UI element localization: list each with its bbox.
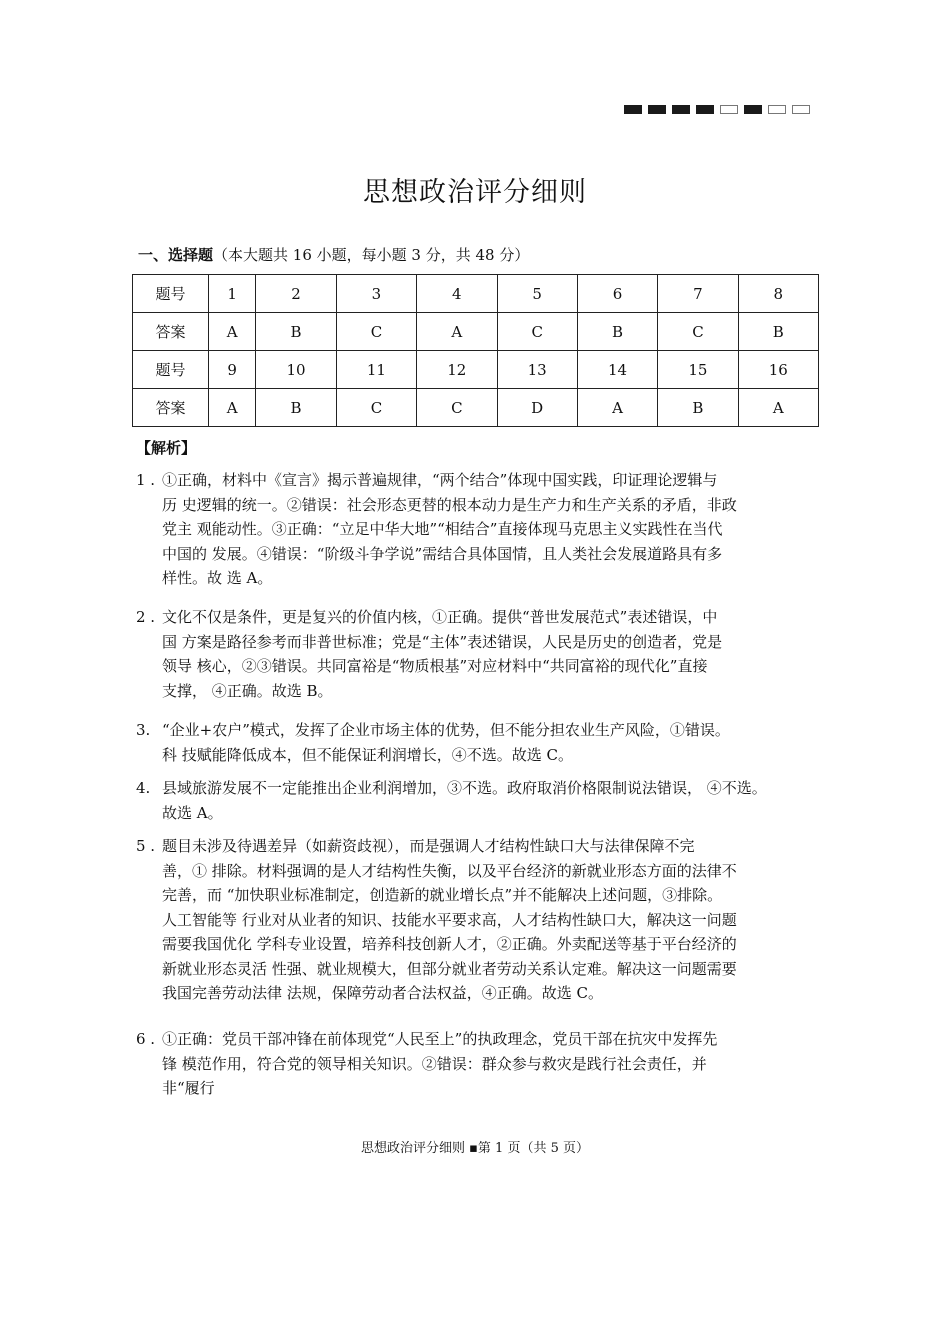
analysis-item-number: 5 . (136, 837, 156, 855)
analysis-line: 非“履行 (162, 1079, 215, 1097)
analysis-line: “企业+农户”模式，发挥了企业市场主体的优势，但不能分担农业生产风险，①错误。 (162, 721, 730, 739)
analysis-line: 人工智能等 行业对从业者的知识、技能水平要求高，人才结构性缺口大，解决这一问题 (162, 910, 737, 929)
table-cell: B (256, 389, 336, 427)
analysis-item-body (162, 1027, 816, 1101)
header-mark (792, 105, 810, 114)
analysis-line: 善，① 排除。材料强调的是人才结构性失衡，以及平台经济的新就业形态方面的法律不 (162, 861, 737, 880)
table-cell: 9 (209, 351, 256, 389)
analysis-item-number: 3. (136, 721, 151, 739)
table-row (133, 351, 819, 389)
table-row (133, 313, 819, 351)
analysis-line: 支撑， ④正确。故选 B。 (162, 681, 333, 700)
header-mark (696, 105, 714, 114)
header-mark (648, 105, 666, 114)
analysis-line: 需要我国优化 学科专业设置，培养科技创新人才，②正确。外卖配送等基于平台经济的 (162, 935, 737, 953)
header-mark (672, 105, 690, 114)
analysis-line: 完善，而 “加快职业标准制定，创造新的就业增长点”并不能解决上述问题，③排除。 (162, 886, 723, 904)
page-footer: 思想政治评分细则 ▪第 1 页（共 5 页） (360, 1141, 589, 1156)
table-cell: 7 (658, 275, 738, 313)
table-row-header: 题号 (133, 275, 209, 313)
section-heading (138, 244, 529, 265)
analysis-item (136, 1027, 816, 1101)
analysis-line: 国 方案是路径参考而非普世标准；党是“主体”表述错误，人民是历史的创造者，党是 (162, 632, 723, 651)
table-cell: 15 (658, 351, 738, 389)
section-heading-label: 一、选择题 (138, 246, 214, 264)
analysis-title: 【解析】 (136, 439, 197, 457)
table-row (133, 275, 819, 313)
analysis-line: 文化不仅是条件，更是复兴的价值内核，①正确。提供“普世发展范式”表述错误，中 (162, 608, 718, 626)
table-cell: 12 (417, 351, 497, 389)
analysis-item-body (162, 718, 816, 767)
table-cell: C (417, 389, 497, 427)
table-cell: C (497, 313, 577, 351)
table-cell: 5 (497, 275, 577, 313)
analysis-item-number: 4. (136, 779, 151, 797)
analysis-line: 锋 模范作用，符合党的领导相关知识。②错误：群众参与救灾是践行社会责任，并 (162, 1054, 707, 1073)
table-cell: 14 (577, 351, 657, 389)
table-row (133, 389, 819, 427)
header-marks (624, 105, 810, 114)
table-cell: B (658, 389, 738, 427)
analysis-item-number: 2 . (136, 608, 156, 626)
table-cell: 16 (738, 351, 818, 389)
table-cell: 6 (577, 275, 657, 313)
analysis-line: 党主 观能动性。③正确：“立足中华大地”“相结合”直接体现马克思主义实践性在当代 (162, 520, 723, 538)
table-cell: A (577, 389, 657, 427)
table-cell: 8 (738, 275, 818, 313)
table-cell: B (256, 313, 336, 351)
analysis-item-body (162, 776, 816, 825)
analysis-item (136, 718, 816, 767)
analysis-line: ①正确：党员干部冲锋在前体现党“人民至上”的执政理念，党员干部在抗灾中发挥先 (162, 1030, 718, 1048)
table-cell: 10 (256, 351, 336, 389)
table-cell: B (577, 313, 657, 351)
section-heading-note: （本大题共 16 小题，每小题 3 分，共 48 分） (213, 246, 530, 264)
analysis-item-number: 1 . (136, 471, 156, 489)
analysis-item-body (162, 605, 816, 703)
table-cell: A (209, 389, 256, 427)
analysis-line: 县域旅游发展不一定能推出企业利润增加，③不选。政府取消价格限制说法错误， ④不选。 (162, 779, 767, 797)
analysis-item (136, 834, 816, 1006)
table-row-header: 题号 (133, 351, 209, 389)
analysis-item (136, 605, 816, 703)
table-cell: 3 (336, 275, 416, 313)
table-row-header: 答案 (133, 313, 209, 351)
header-mark (768, 105, 786, 114)
table-cell: A (209, 313, 256, 351)
page-title: 思想政治评分细则 (363, 177, 587, 208)
analysis-line: 中国的 发展。④错误：“阶级斗争学说”需结合具体国情，且人类社会发展道路具有多 (162, 544, 723, 563)
table-cell: C (658, 313, 738, 351)
table-cell: A (738, 389, 818, 427)
header-mark (720, 105, 738, 114)
table-cell: 13 (497, 351, 577, 389)
analysis-line: 故选 A。 (162, 803, 223, 822)
table-cell: D (497, 389, 577, 427)
analysis-item (136, 468, 816, 591)
table-row-header: 答案 (133, 389, 209, 427)
table-cell: 2 (256, 275, 336, 313)
answer-table (132, 274, 819, 427)
table-cell: A (417, 313, 497, 351)
analysis-item-number: 6 . (136, 1030, 156, 1048)
analysis-line: 领导 核心，②③错误。共同富裕是“物质根基”对应材料中“共同富裕的现代化”直接 (162, 657, 708, 675)
analysis-line: 题目未涉及待遇差异（如薪资歧视），而是强调人才结构性缺口大与法律保障不完 (162, 837, 695, 855)
analysis-line: 新就业形态灵活 性强、就业规模大，但部分就业者劳动关系认定难。解决这一问题需要 (162, 959, 737, 978)
table-cell: 1 (209, 275, 256, 313)
table-cell: 11 (336, 351, 416, 389)
analysis-item-body (162, 834, 816, 1006)
analysis-line: 历 史逻辑的统一。②错误：社会形态更替的根本动力是生产力和生产关系的矛盾，非政 (162, 495, 737, 514)
analysis-line: 我国完善劳动法律 法规，保障劳动者合法权益，④正确。故选 C。 (162, 984, 604, 1002)
table-cell: C (336, 389, 416, 427)
analysis-item (136, 776, 816, 825)
header-mark (744, 105, 762, 114)
header-mark (624, 105, 642, 114)
analysis-line: 科 技赋能降低成本，但不能保证利润增长，④不选。故选 C。 (162, 745, 574, 764)
analysis-line: 样性。故 选 A。 (162, 569, 273, 587)
analysis-item-body (162, 468, 816, 591)
table-cell: B (738, 313, 818, 351)
table-cell: C (336, 313, 416, 351)
table-cell: 4 (417, 275, 497, 313)
analysis-line: ①正确，材料中《宣言》揭示普遍规律，“两个结合”体现中国实践，印证理论逻辑与 (162, 471, 718, 489)
